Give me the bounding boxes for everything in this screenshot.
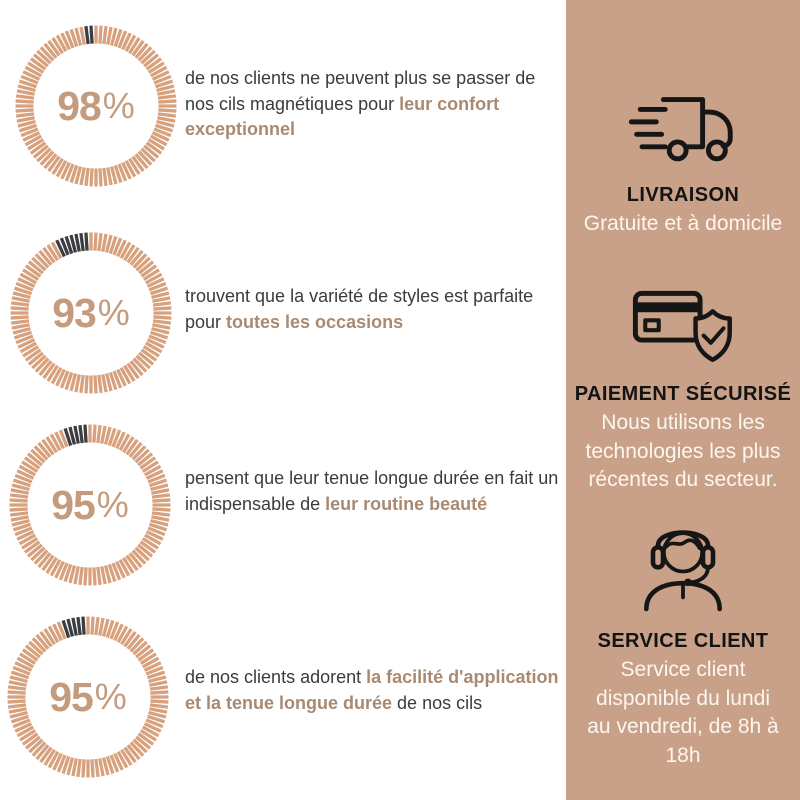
percent-label: 98 % <box>57 82 135 129</box>
customer-service-title: SERVICE CLIENT <box>597 630 769 652</box>
customer-service-icon <box>633 522 733 616</box>
stat-caption: pensent que leur tenue longue durée en fait un indispensable de leur routine beauté <box>185 468 559 514</box>
stat-caption: de nos clients adorent la facilité d'application et la tenue longue durée de nos cils <box>185 667 559 713</box>
delivery-text: Gratuite et à domicile <box>583 212 783 235</box>
donut-chart-93 <box>9 231 173 395</box>
customer-service-text: Service client disponible du lundi au vendredi, de 8h à 18h <box>587 658 779 767</box>
secure-payment-title: PAIEMENT SÉCURISÉ <box>574 383 792 405</box>
delivery-title: LIVRAISON <box>626 184 740 206</box>
secure-payment-icon <box>630 286 736 369</box>
donut-chart-98 <box>14 24 178 188</box>
delivery-truck-icon <box>623 88 743 170</box>
secure-payment-text: Nous utilisons les technologies les plus récentes du secteur. <box>585 411 781 491</box>
donut-chart-95a <box>8 423 172 587</box>
stat-caption: trouvent que la variété de styles est parfaite pour toutes les occasions <box>185 286 534 332</box>
info-side-panel <box>566 0 800 800</box>
percent-label: 95 % <box>51 481 129 528</box>
percent-label: 93 % <box>52 289 130 336</box>
delivery-section <box>566 88 800 239</box>
stat-caption: de nos clients ne peuvent plus se passer de nos cils magnétiques pour leur confort exceptionnel <box>185 68 536 139</box>
donut-chart-95b <box>6 615 170 779</box>
customer-service-section <box>566 522 800 770</box>
secure-payment-section <box>566 286 800 495</box>
percent-label: 95 % <box>49 673 127 720</box>
